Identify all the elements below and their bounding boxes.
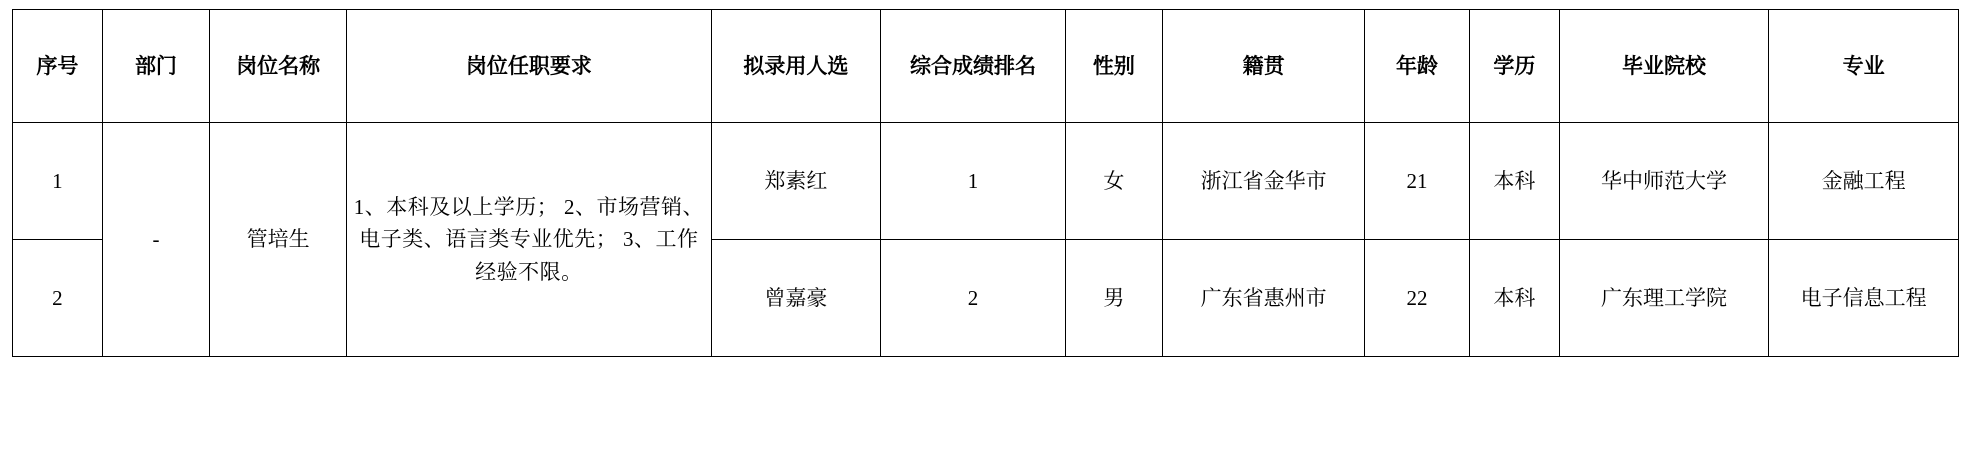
cell-age: 21 [1365,123,1470,240]
cell-education: 本科 [1469,240,1559,357]
column-header-major: 专业 [1769,10,1959,123]
cell-school: 广东理工学院 [1559,240,1769,357]
cell-major: 金融工程 [1769,123,1959,240]
document-page [0,9,1979,455]
cell-department: - [102,123,209,357]
cell-school: 华中师范大学 [1559,123,1769,240]
table-row [13,123,1959,240]
column-header-age: 年龄 [1365,10,1470,123]
column-header-req: 岗位任职要求 [347,10,711,123]
cell-education: 本科 [1469,123,1559,240]
cell-post-name: 管培生 [210,123,347,357]
cell-rank: 2 [881,240,1066,357]
recruitment-table [12,9,1959,357]
column-header-education: 学历 [1469,10,1559,123]
column-header-origin: 籍贯 [1163,10,1365,123]
column-header-rank: 综合成绩排名 [881,10,1066,123]
cell-candidate: 曾嘉豪 [711,240,881,357]
cell-candidate: 郑素红 [711,123,881,240]
cell-job-requirements: 1、本科及以上学历； 2、市场营销、电子类、语言类专业优先； 3、工作经验不限。 [347,123,711,357]
table-header-row [13,10,1959,123]
cell-seq: 1 [13,123,103,240]
cell-seq: 2 [13,240,103,357]
column-header-dept: 部门 [102,10,209,123]
cell-rank: 1 [881,123,1066,240]
cell-origin: 广东省惠州市 [1163,240,1365,357]
column-header-candidate: 拟录用人选 [711,10,881,123]
cell-sex: 女 [1065,123,1162,240]
column-header-sex: 性别 [1065,10,1162,123]
cell-sex: 男 [1065,240,1162,357]
cell-age: 22 [1365,240,1470,357]
cell-major: 电子信息工程 [1769,240,1959,357]
cell-origin: 浙江省金华市 [1163,123,1365,240]
column-header-school: 毕业院校 [1559,10,1769,123]
column-header-post: 岗位名称 [210,10,347,123]
column-header-seq: 序号 [13,10,103,123]
